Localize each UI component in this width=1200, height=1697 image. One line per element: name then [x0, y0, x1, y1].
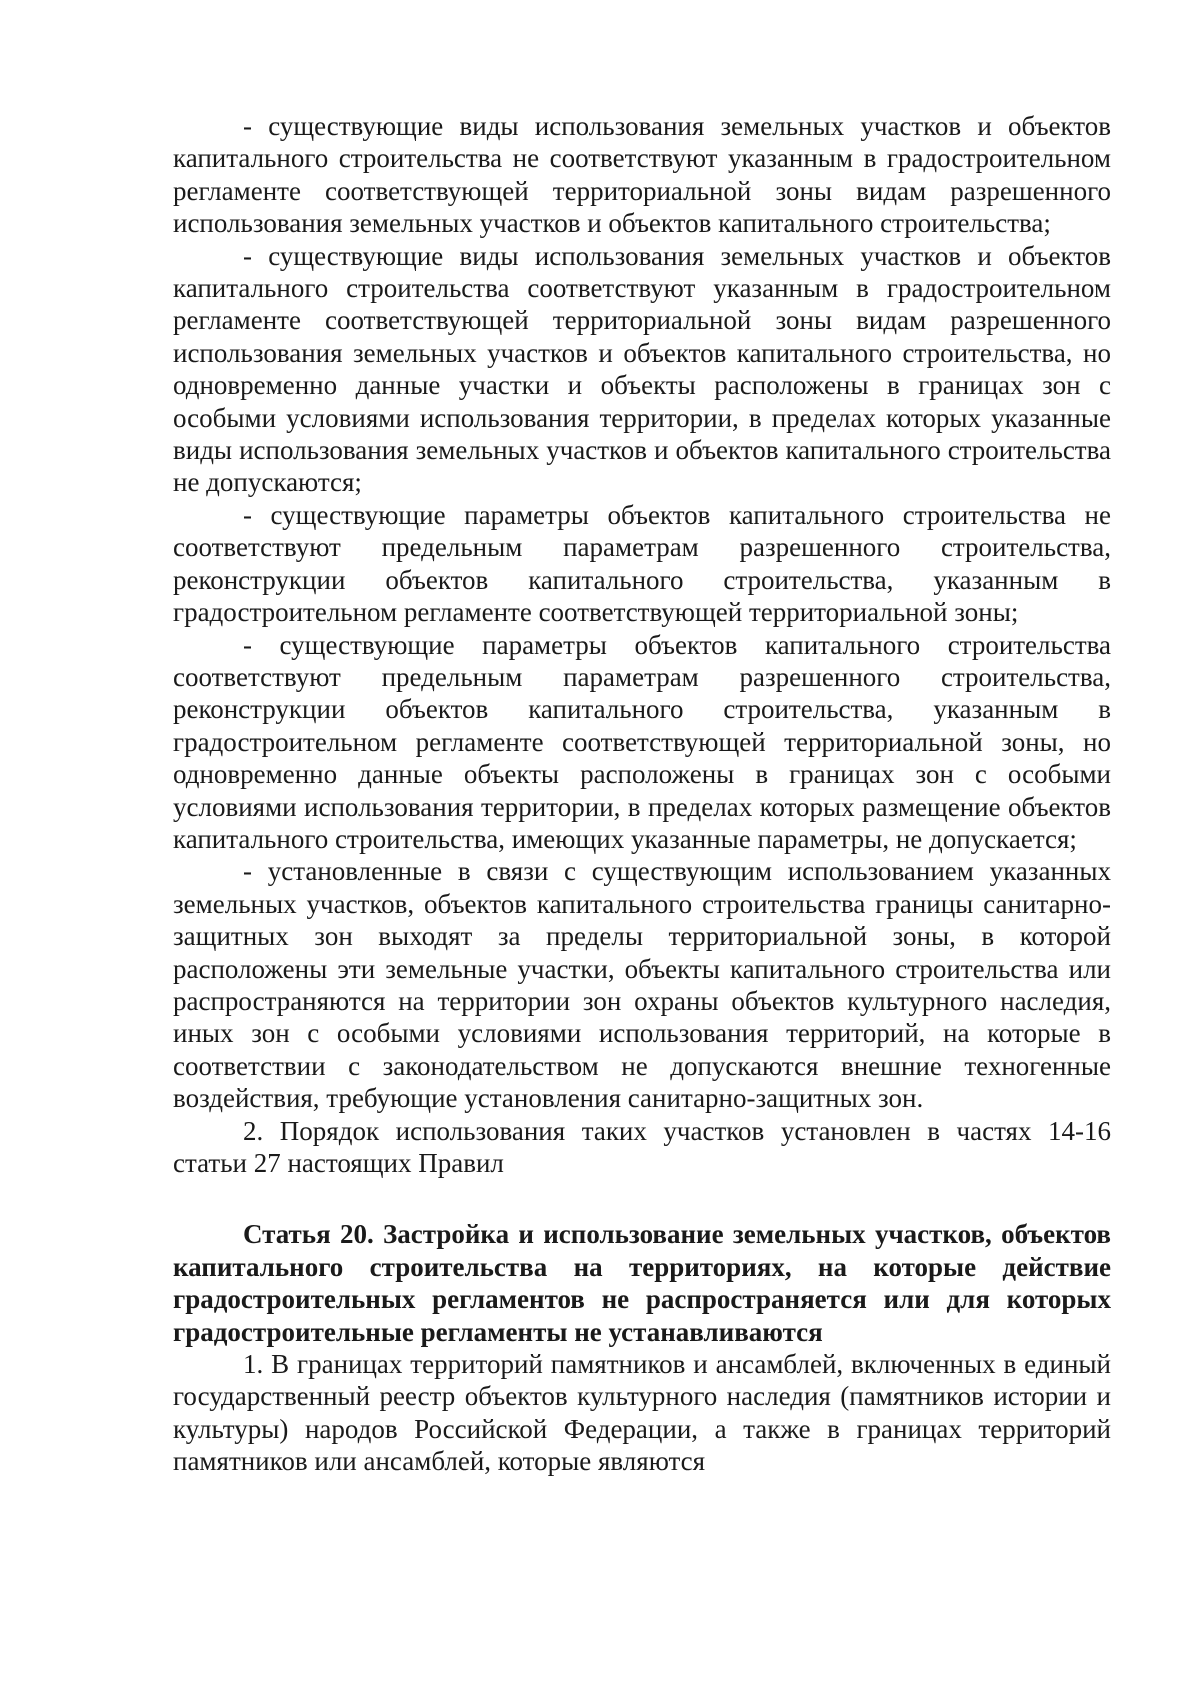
- article-heading: Статья 20. Застройка и использование земельных участков, объектов капитального строительства на территориях, на которые действие градостроительных регламентов не распространяется или для которых градостроительные регламенты не устанавливаются: [173, 1219, 1111, 1347]
- paragraph: - установленные в связи с существующим использованием указанных земельных участков, объектов капитального строительства границы санитарно-защитных зон выходят за пределы территориальной зоны, в которой расположены эти земельные участки, объекты капитального строительства или распространяются на территории зон охраны объектов культурного наследия, иных зон с особыми условиями использования территорий, на которые в соответствии с законодательством не допускаются внешние техногенные воздействия, требующие установления санитарно-защитных зон.: [173, 856, 1111, 1114]
- paragraph: - существующие параметры объектов капитального строительства не соответствуют предельным параметрам разрешенного строительства, реконструкции объектов капитального строительства, указанным в градостроительном регламенте соответствующей территориальной зоны;: [173, 499, 1111, 628]
- paragraph: - существующие виды использования земельных участков и объектов капитального строительства не соответствуют указанным в градостроительном регламенте соответствующей территориальной зоны видам разрешенного использования земельных участков и объектов капитального строительства;: [173, 111, 1111, 239]
- paragraph: 1. В границах территорий памятников и ансамблей, включенных в единый государственный реестр объектов культурного наследия (памятников истории и культуры) народов Российской Федерации, а также в границах территорий памятников или ансамблей, которые являются: [173, 1349, 1111, 1477]
- paragraph: - существующие виды использования земельных участков и объектов капитального строительства соответствуют указанным в градостроительном регламенте соответствующей территориальной зоны видам разрешенного использования земельных участков и объектов капитального строительства, но одновременно данные участки и объекты расположены в границах зон с особыми условиями использования территории, в пределах которых указанные виды использования земельных участков и объектов капитального строительства не допускаются;: [173, 240, 1111, 498]
- paragraph: 2. Порядок использования таких участков установлен в частях 14-16 статьи 27 настоящих Правил: [173, 1115, 1111, 1178]
- paragraph: - существующие параметры объектов капитального строительства соответствуют предельным параметрам разрешенного строительства, реконструкции объектов капитального строительства, указанным в градостроительном регламенте соответствующей территориальной зоны, но одновременно данные объекты расположены в границах зон с особыми условиями использования территории, в пределах которых размещение объектов капитального строительства, имеющих указанные параметры, не допускается;: [173, 629, 1111, 854]
- document-page: [173, 110, 1111, 1478]
